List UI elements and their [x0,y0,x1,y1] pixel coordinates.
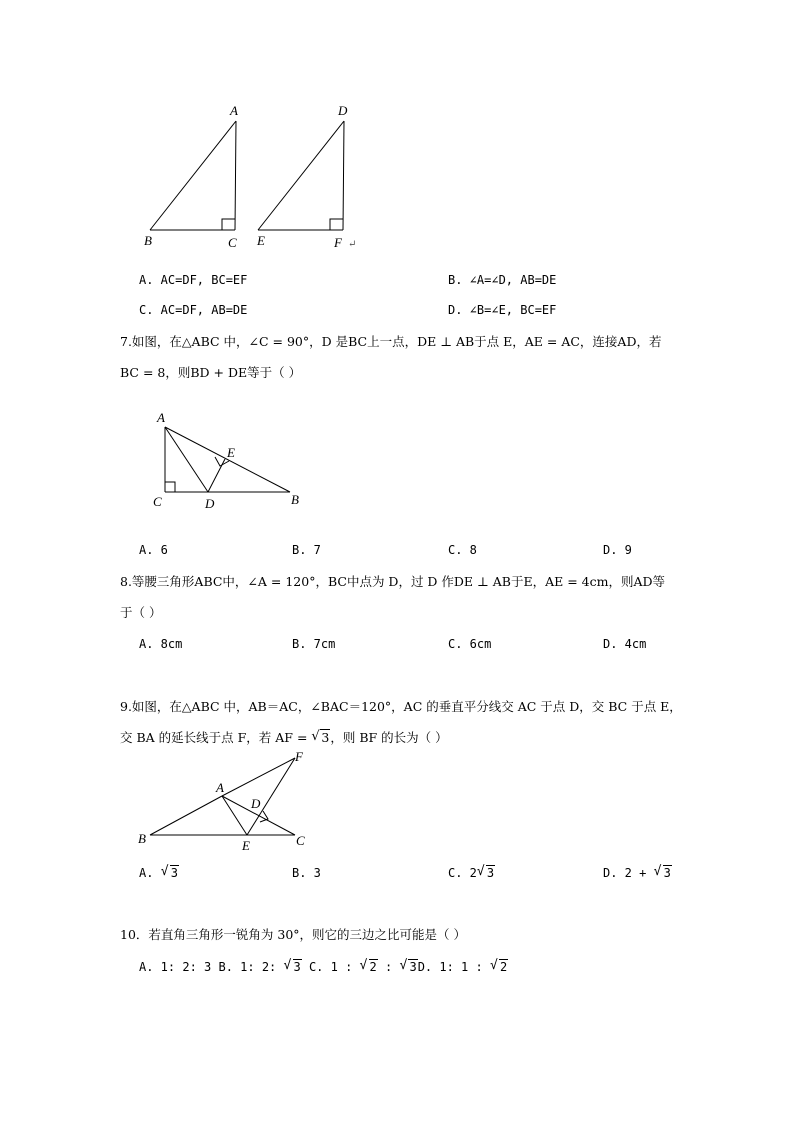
label-d: D [338,103,348,118]
sqrt-symbol: √ 3 [161,865,179,881]
q9-stem-part2: ，则 BF 的长为（ ） [330,730,448,745]
q9-figure [132,748,322,858]
q9-option-d: D. 2 + √ 3 [603,865,672,881]
q6-option-d: D. ∠B=∠E, BC=EF [448,303,557,317]
q9-option-c: C. 2√ 3 [448,865,495,881]
label-d: D [251,796,261,811]
label-a: A [230,103,238,118]
label-f: F [334,235,342,250]
q8-option-b: B. 7cm [292,637,336,651]
label-e: E [227,445,235,460]
label-e: E [242,838,250,853]
q7-option-c: C. 8 [448,543,477,557]
label-c: C [153,494,162,509]
sqrt-symbol: √ 3 [477,865,495,881]
q10-options: A. 1: 2: 3 B. 1: 2: √ 3 C. 1 : √ 2 : √ 3D. 1: 1 : √ 2 [139,959,508,975]
q6-option-c: C. AC=DF, AB=DE [139,303,248,317]
q7-option-a: A. 6 [139,543,168,557]
q8-option-d: D. 4cm [603,637,647,651]
q9-stem-line2 [120,730,448,746]
label-e: E [257,233,265,248]
q7-figure [145,405,315,515]
label-b: B [138,831,146,846]
label-a: A [157,410,165,425]
label-d: D [205,496,215,511]
return-mark: ↵ [348,239,357,250]
q7-stem-line1: 7.如图，在△ABC 中，∠C = 90°，D 是BC上一点，DE ⊥ AB于点 E，AE = AC，连接AD，若 [120,334,662,349]
q7-stem-line2: BC = 8，则BD + DE等于（ ） [120,365,302,380]
sqrt-symbol: √ 3 [399,959,417,975]
sqrt-symbol: √ 2 [360,959,378,975]
sqrt-symbol: √ 3 [284,959,302,975]
q8-stem-line1: 8.等腰三角形ABC中，∠A = 120°，BC中点为 D，过 D 作DE ⊥ AB于E，AE = 4cm，则AD等 [120,574,666,589]
q7-option-d: D. 9 [603,543,632,557]
label-a: A [216,780,224,795]
label-c: C [296,833,305,848]
q9-stem-part1: 交 BA 的延长线于点 F，若 AF = [120,730,312,745]
triangle-abc [150,121,236,230]
sqrt-symbol: √ 3 [311,730,330,746]
q7-option-b: B. 7 [292,543,321,557]
q6-option-b: B. ∠A=∠D, AB=DE [448,273,557,287]
q8-option-a: A. 8cm [139,637,183,651]
q10-stem: 10．若直角三角形一锐角为 30°，则它的三边之比可能是（ ） [120,927,467,942]
q8-stem-line2: 于（ ） [120,605,162,620]
q8-option-c: C. 6cm [448,637,492,651]
q6-option-a: A. AC=DF, BC=EF [139,273,248,287]
label-f: F [295,749,303,764]
label-c: C [228,235,237,250]
q6-figure [130,95,370,260]
q9-option-b: B. 3 [292,866,321,880]
triangle-def [258,121,344,230]
q9-stem-line1: 9.如图，在△ABC 中，AB＝AC，∠BAC＝120°，AC 的垂直平分线交 AC 于点 D，交 BC 于点 E， [120,699,682,714]
sqrt-symbol: √ 3 [654,865,672,881]
q9-option-a: A. √ 3 [139,865,179,881]
sqrt-symbol: √ 2 [490,959,508,975]
label-b: B [144,233,152,248]
label-b: B [291,492,299,507]
